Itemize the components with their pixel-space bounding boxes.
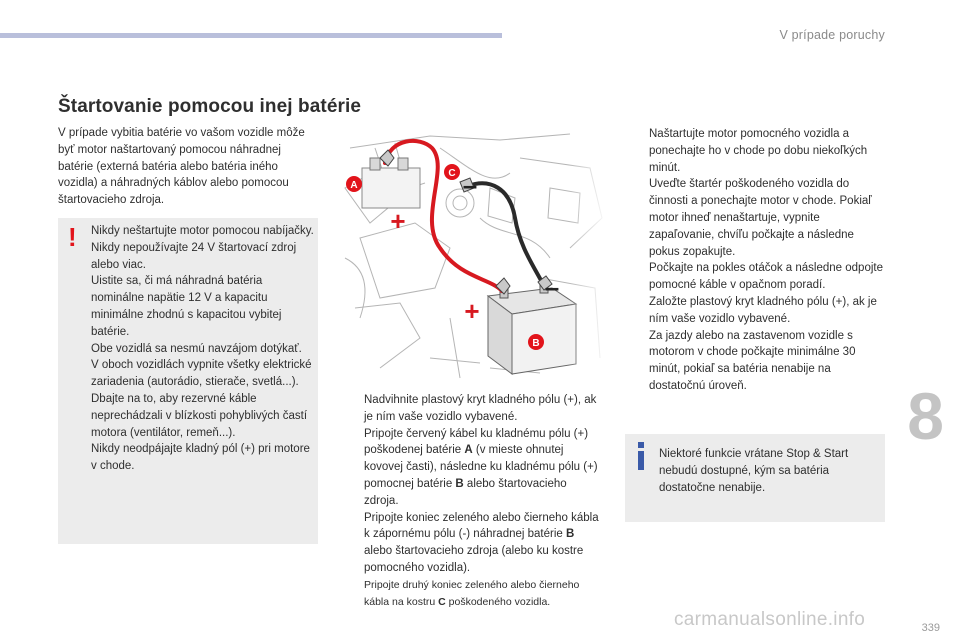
steps-list-right [625, 126, 887, 395]
warning-line: V oboch vozidlách vypnite všetky elektrické zariadenia (autorádio, stierače, svetlá...). [91, 359, 312, 389]
jump-start-illustration [340, 128, 608, 385]
label-a: A [350, 180, 358, 191]
page-heading: Štartovanie pomocou inej batérie [58, 96, 362, 117]
intro-paragraph: V prípade vybitia batérie vo vašom vozidle môže byť motor naštartovaný pomocou náhradnej batérie (externá batéria alebo batéria iného vozidla) a náhradných káblov alebo pomocou štartovacieho zdroja. [58, 127, 305, 207]
chapter-number: 8 [907, 379, 944, 453]
warning-line: Nikdy neštartujte motor pomocou nabíjačky. [91, 225, 314, 237]
page-number: 339 [921, 622, 940, 634]
step-item: Naštartujte motor pomocného vozidla a ponechajte ho v chode po dobu niekoľkých minút. [649, 128, 868, 174]
step-item: Pripojte koniec zeleného alebo čierneho kábla k zápornému pólu (-) náhradnej batérie B alebo štartovacieho zdroja (alebo ku kostre pomocného vozidla). [364, 511, 599, 574]
warning-line: Dbajte na to, aby rezervné káble neprechádzali v blízkosti pohyblivých častí motora (ventilátor, remeň...). [91, 392, 308, 439]
warning-line: Nikdy neodpájajte kladný pól (+) pri motore v chode. [91, 443, 310, 473]
steps-list-middle [340, 392, 604, 610]
label-b: B [532, 338, 540, 349]
warning-line: Obe vozidlá sa nesmú navzájom dotýkať. [91, 342, 302, 355]
watermark: carmanualsonline.info [674, 609, 866, 630]
warning-text [91, 223, 316, 475]
info-box [625, 434, 885, 522]
minus-sign-ground: – [462, 170, 478, 200]
step-item: Pripojte červený kábel ku kladnému pólu (+) poškodenej batérie A (v mieste ohnutej kovovej časti), následne ku kladnému pólu (+) pomocnej batérie B alebo štartovacieho zdroja. [364, 427, 598, 507]
minus-sign-booster: – [544, 272, 560, 302]
plus-sign-damaged: + [390, 206, 406, 236]
step-item: Uveďte štartér poškodeného vozidla do činnosti a ponechajte motor v chode. Pokiaľ motor ihneď nenaštartuje, vypnite zapaľovanie, chvíľu počkajte a následne pokus zopakujte. [649, 178, 872, 258]
step-item: Počkajte na pokles otáčok a následne odpojte pomocné káble v opačnom poradí. [649, 262, 883, 292]
info-icon [635, 442, 647, 470]
step-item: Pripojte druhý koniec zeleného alebo čierneho kábla na kostru C poškodeného vozidla. [364, 578, 580, 608]
label-c: C [448, 168, 456, 179]
header-accent-bar [0, 33, 502, 38]
warning-line: Uistite sa, či má náhradná batéria nominálne napätie 12 V a kapacitu minimálne zhodnú s kapacitou vybitej batérie. [91, 275, 282, 338]
warning-exclamation-icon: ! [68, 222, 77, 252]
step-item: Nadvihnite plastový kryt kladného pólu (+), ak je ním vaše vozidlo vybavené. [364, 394, 597, 423]
section-title: V prípade poruchy [779, 28, 885, 42]
plus-sign-booster: + [464, 296, 480, 326]
booster-battery [488, 283, 576, 374]
info-text: Niektoré funkcie vrátane Stop & Start nebudú dostupné, kým sa batéria dostatočne nenabije. [659, 448, 849, 494]
warning-line: Nikdy nepoužívajte 24 V štartovací zdroj alebo viac. [91, 241, 297, 271]
warning-box [58, 218, 318, 544]
step-item: Za jazdy alebo na zastavenom vozidle s motorom v chode počkajte minimálne 30 minút, pokiaľ sa batéria nenabije na dostatočnú úroveň. [649, 329, 856, 392]
step-item: Založte plastový kryt kladného pólu (+), ak je ním vaše vozidlo vybavené. [649, 295, 877, 325]
